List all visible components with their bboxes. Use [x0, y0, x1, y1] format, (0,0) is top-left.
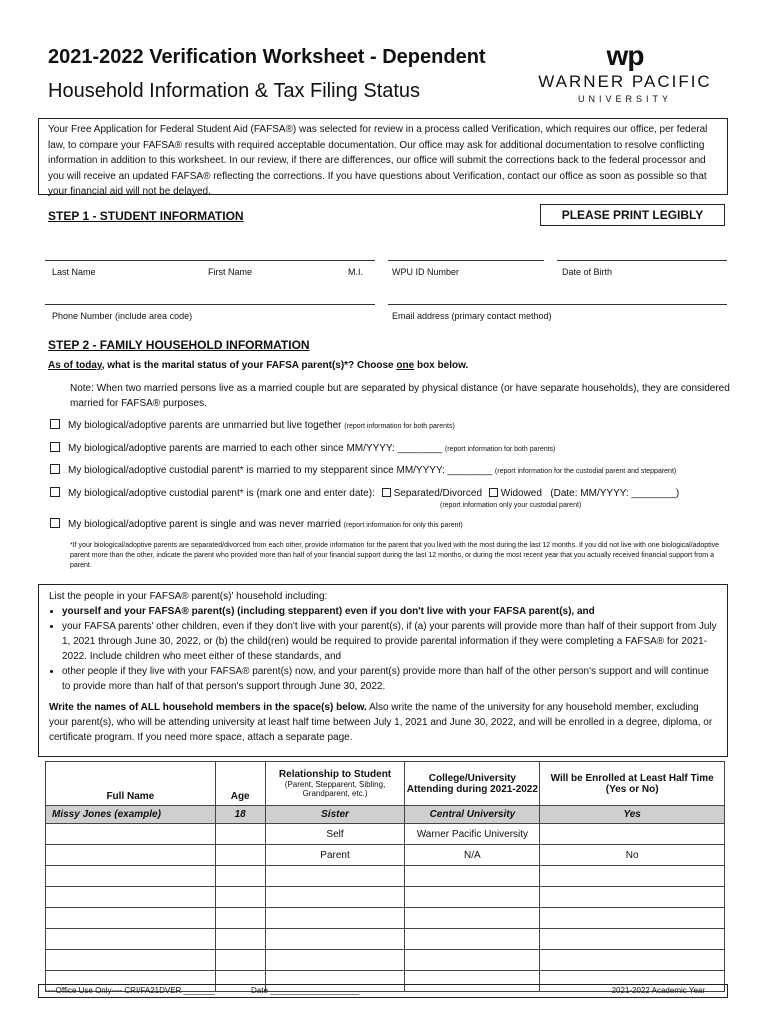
table-row[interactable]: [46, 887, 725, 908]
list-item: • yourself and your FAFSA® parent(s) (including stepparent) even if you don't live with your FAFSA parent(s), and: [62, 604, 717, 619]
first-name-label: First Name: [208, 267, 253, 277]
header-enrolled: Will be Enrolled at Least Half Time (Yes or No): [540, 762, 725, 806]
university-logo: [520, 40, 730, 104]
cell-name: Missy Jones (example): [46, 806, 216, 824]
table-row[interactable]: [46, 908, 725, 929]
step2-heading: STEP 2 - FAMILY HOUSEHOLD INFORMATION: [48, 338, 310, 352]
write-rest: Also write the name of the university for any household member, excluding your parent(s), who will be attending university at least half time between July 1, 2021 and June 30, 2022, and will be enrolled in a degree, diploma, or certificate program. If you need more space, attach a separate page.: [49, 702, 713, 743]
cell-college[interactable]: [405, 908, 540, 929]
wpu-id-label: WPU ID Number: [392, 267, 460, 277]
write-instructions: [49, 700, 717, 745]
question-mid: , what is the marital status of your FAFSA parent(s)*? Choose: [101, 360, 397, 371]
header-college: College/University Attending during 2021-2022: [405, 762, 540, 806]
table-row[interactable]: [46, 950, 725, 971]
cell-name[interactable]: [46, 887, 216, 908]
table-header: [46, 762, 725, 806]
option-label: My biological/adoptive custodial parent* is (mark one and enter date):: [68, 488, 375, 499]
option-custodial[interactable]: [50, 487, 679, 499]
cell-college[interactable]: Warner Pacific University: [405, 824, 540, 845]
cell-relationship[interactable]: [265, 908, 405, 929]
cell-relationship[interactable]: Parent: [265, 845, 405, 866]
cell-age[interactable]: [215, 824, 265, 845]
name-line[interactable]: [45, 260, 375, 261]
header-age: Age: [215, 762, 265, 806]
cell-name[interactable]: [46, 950, 216, 971]
print-legibly-box: PLEASE PRINT LEGIBLY: [540, 204, 725, 226]
cell-college[interactable]: [405, 866, 540, 887]
cell-enrolled[interactable]: No: [540, 845, 725, 866]
office-use-footer: [38, 984, 728, 998]
separated-label: Separated/Divorced: [393, 488, 483, 499]
logo-name: WARNER PACIFIC: [538, 72, 712, 91]
worksheet-title: 2021-2022 Verification Worksheet - Dependent: [48, 46, 486, 68]
cell-relationship[interactable]: [265, 866, 405, 887]
checkbox-separated[interactable]: [382, 488, 391, 497]
table-row[interactable]: [46, 866, 725, 887]
option-stepparent[interactable]: [50, 464, 676, 476]
cell-college[interactable]: [405, 887, 540, 908]
cell-relationship[interactable]: [265, 887, 405, 908]
inclusion-list: [49, 604, 717, 694]
cell-enrolled[interactable]: [540, 950, 725, 971]
option-note: (report information for only this parent): [343, 522, 463, 529]
cell-age[interactable]: [215, 866, 265, 887]
cell-enrolled[interactable]: [540, 929, 725, 950]
table-row[interactable]: [46, 929, 725, 950]
header-relationship-sub: (Parent, Stepparent, Sibling, Grandparent, etc.): [284, 780, 386, 798]
footnote: *If your biological/adoptive parents are separated/divorced from each other, provide information for the parent that you lived with the most during the last 12 months. If you did not live with one biological/adoptive parent more than the other, indicate the parent who provided more than half of your financial support during the last 12 months, or during the most recent year that you actually received financial support from a parent.: [70, 542, 720, 569]
checkbox-widowed[interactable]: [489, 488, 498, 497]
cell-college[interactable]: N/A: [405, 845, 540, 866]
cell-age[interactable]: [215, 845, 265, 866]
office-date-label: Date ____________________: [251, 986, 360, 995]
option-label: My biological/adoptive custodial parent* is married to my stepparent since MM/YYYY: ________: [68, 465, 493, 476]
option-label: My biological/adoptive parent is single and was never married: [68, 519, 341, 530]
logo-mark: wp: [606, 40, 644, 71]
logo-sub: UNIVERSITY: [577, 94, 672, 104]
cell-enrolled[interactable]: [540, 887, 725, 908]
cell-name[interactable]: [46, 908, 216, 929]
cell-age: 18: [215, 806, 265, 824]
option-note: (report information for both parents): [344, 423, 455, 430]
dob-line[interactable]: [557, 260, 727, 261]
table-row[interactable]: [46, 845, 725, 866]
checkbox[interactable]: [50, 487, 60, 497]
checkbox[interactable]: [50, 419, 60, 429]
widowed-date: (Date: MM/YYYY: ________): [550, 488, 680, 499]
married-note: Note: When two married persons live as a married couple but are separated by physical distance (or have separate households), they are considered married for FAFSA® purposes.: [70, 383, 730, 409]
dob-label: Date of Birth: [562, 267, 613, 277]
list-item: • other people if they live with your FAFSA® parent(s) now, and your parent(s) provide more than half of the other person's support and will continue to provide more than half of that person's support through June 30, 2022.: [62, 664, 717, 694]
write-bold: Write the names of ALL household members in the space(s) below.: [49, 702, 367, 713]
last-name-label: Last Name: [52, 267, 96, 277]
cell-enrolled[interactable]: [540, 824, 725, 845]
checkbox[interactable]: [50, 518, 60, 528]
intro-box: Your Free Application for Federal Student Aid (FAFSA®) was selected for review in a process called Verification, which requires our office, per federal law, to compare your FAFSA® results with required acceptable documentation. Our office may ask for additional documentation to resolve conflicting information in addition to this worksheet. In our review, if there are differences, our office will submit the corrections back to the federal processor and you will receive an updated FAFSA® reflecting the corrections. If you have questions about Verification, contact our office as soon as possible so that your financial aid will not be delayed.: [38, 118, 728, 195]
widowed-label: Widowed: [500, 488, 542, 499]
header-full-name: Full Name: [46, 762, 216, 806]
checkbox[interactable]: [50, 442, 60, 452]
cell-relationship[interactable]: [265, 929, 405, 950]
list-item: • your FAFSA parents' other children, even if they don't live with your parent(s), if (a) your parents will provide more than half of their support from July 1, 2021 through June 30, 2022, or (b) the child(ren) would be required to provide parental information if they were completing a FAFSA® for 2021-2022. Include children who meet either of these standards, and: [62, 619, 717, 664]
mi-label: M.I.: [348, 267, 363, 277]
phone-line[interactable]: [45, 304, 375, 305]
option-note: (report information for the custodial parent and stepparent): [494, 468, 677, 475]
marital-question: [48, 360, 468, 371]
household-instructions: [38, 584, 728, 757]
cell-college[interactable]: [405, 929, 540, 950]
header-relationship-title: Relationship to Student: [278, 769, 392, 780]
cell-age[interactable]: [215, 950, 265, 971]
cell-relationship: Sister: [265, 806, 405, 824]
email-label: Email address (primary contact method): [392, 311, 552, 321]
cell-enrolled[interactable]: [540, 908, 725, 929]
cell-enrolled[interactable]: [540, 866, 725, 887]
option-single[interactable]: [50, 518, 463, 530]
cell-name[interactable]: [46, 845, 216, 866]
cell-enrolled: Yes: [540, 806, 725, 824]
checkbox[interactable]: [50, 464, 60, 474]
cell-college: Central University: [405, 806, 540, 824]
phone-label: Phone Number (include area code): [52, 311, 193, 321]
option-note: (report information for both parents): [444, 446, 556, 453]
cell-name[interactable]: [46, 929, 216, 950]
list-intro: List the people in your FAFSA® parent(s)' household including:: [49, 591, 328, 602]
worksheet-subtitle: Household Information & Tax Filing Status: [48, 80, 421, 102]
option-married[interactable]: [50, 442, 555, 454]
option-unmarried-together[interactable]: [50, 419, 455, 431]
wpu-id-line[interactable]: [388, 260, 544, 261]
cell-relationship[interactable]: Self: [265, 824, 405, 845]
cell-relationship[interactable]: [265, 950, 405, 971]
header-relationship: [265, 762, 405, 806]
option-label: My biological/adoptive parents are married to each other since MM/YYYY: ________: [68, 443, 443, 454]
table-row: [46, 806, 725, 824]
table-row[interactable]: [46, 824, 725, 845]
household-table: [45, 761, 725, 992]
as-of-today: As of today: [48, 360, 102, 371]
option-label: My biological/adoptive parents are unmarried but live together: [68, 420, 342, 431]
cell-name[interactable]: [46, 824, 216, 845]
email-line[interactable]: [388, 304, 727, 305]
cell-age[interactable]: [215, 908, 265, 929]
cell-name[interactable]: [46, 866, 216, 887]
academic-year: 2021-2022 Academic Year: [611, 986, 705, 995]
cell-age[interactable]: [215, 929, 265, 950]
cell-age[interactable]: [215, 887, 265, 908]
question-post: box below.: [414, 360, 469, 371]
office-use-label: ----Office Use Only---- CRI/FA21DVER _______: [45, 986, 215, 995]
question-one: one: [396, 360, 415, 371]
step1-heading: STEP 1 - STUDENT INFORMATION: [48, 209, 244, 223]
custodial-note: (report information only your custodial parent): [440, 502, 582, 509]
cell-college[interactable]: [405, 950, 540, 971]
